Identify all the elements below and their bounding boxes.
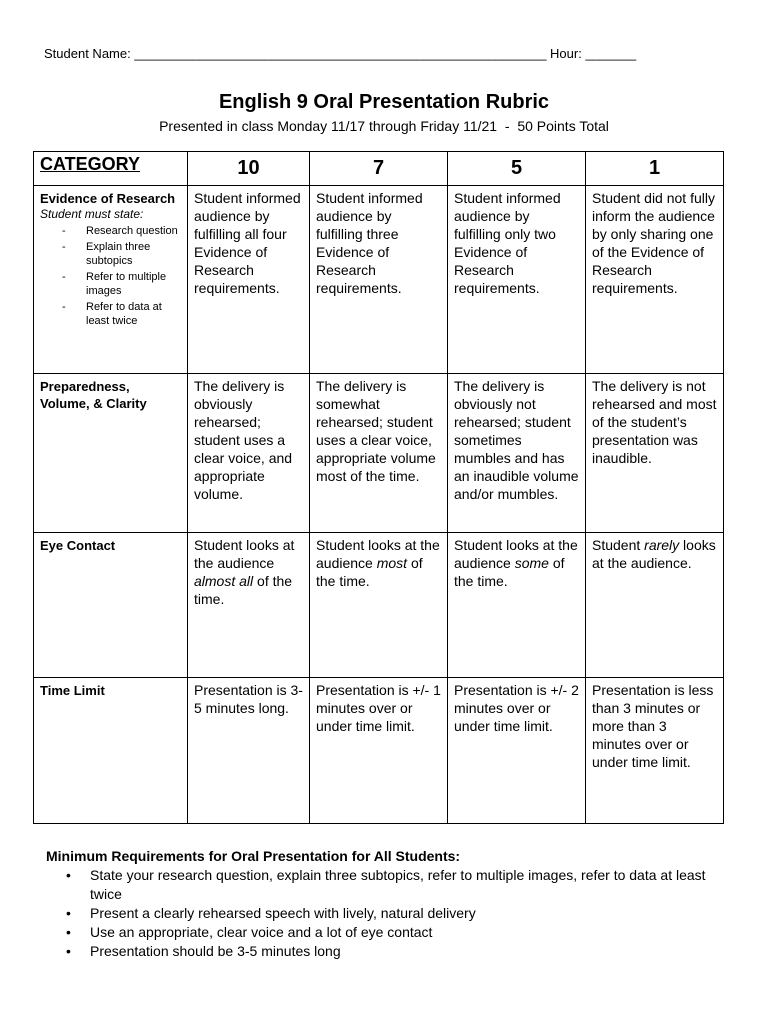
list-item: - Research question xyxy=(40,224,182,238)
category-evidence-of-research: Evidence of Research Student must state: - Research question - Explain three subtopics - Refer to multiple images - Refer to data at least twice xyxy=(34,186,188,374)
page-title: English 9 Oral Presentation Rubric xyxy=(218,91,550,113)
table-row xyxy=(34,533,724,678)
student-name-hour-line: Student Name: _________________________________________________________ Hour: _______ xyxy=(44,46,637,61)
header-score-10: 10 xyxy=(188,152,310,186)
list-item: - Refer to data at least twice xyxy=(40,300,182,328)
category-time-limit: Time Limit xyxy=(34,678,188,824)
table-row xyxy=(34,678,724,824)
list-item: - Explain three subtopics xyxy=(40,240,182,268)
rubric-cell: Student informed audience by fulfilling all four Evidence of Research requirements. xyxy=(188,186,310,374)
category-eye-contact: Eye Contact xyxy=(34,533,188,678)
rubric-cell: Student informed audience by fulfilling three Evidence of Research requirements. xyxy=(310,186,448,374)
list-item: • State your research question, explain three subtopics, refer to multiple images, refer to data at least twice xyxy=(46,866,736,904)
rubric-cell: The delivery is obviously not rehearsed; student sometimes mumbles and has an inaudible volume and/or mumbles. xyxy=(448,374,586,533)
rubric-table xyxy=(33,151,724,824)
rubric-cell: Presentation is +/- 1 minutes over or under time limit. xyxy=(310,678,448,824)
header-score-1: 1 xyxy=(586,152,724,186)
rubric-cell: Student rarely looks at the audience. xyxy=(586,533,724,678)
rubric-cell: Student looks at the audience most of the time. xyxy=(310,533,448,678)
header-score-5: 5 xyxy=(448,152,586,186)
page-subtitle: Presented in class Monday 11/17 through Friday 11/21 - 50 Points Total xyxy=(159,118,609,134)
minimum-requirements-list xyxy=(46,866,736,961)
rubric-cell: Presentation is less than 3 minutes or more than 3 minutes over or under time limit. xyxy=(586,678,724,824)
minimum-requirements xyxy=(46,848,736,961)
rubric-cell: Student informed audience by fulfilling only two Evidence of Research requirements. xyxy=(448,186,586,374)
rubric-cell: Student looks at the audience almost all of the time. xyxy=(188,533,310,678)
must-state-note: Student must state: xyxy=(40,207,144,221)
list-item: • Presentation should be 3-5 minutes long xyxy=(46,942,736,961)
table-row xyxy=(34,186,724,374)
evidence-requirements-list xyxy=(40,224,182,328)
category-preparedness: Preparedness, Volume, & Clarity xyxy=(34,374,188,533)
rubric-cell: Student did not fully inform the audience by only sharing one of the Evidence of Research requirements. xyxy=(586,186,724,374)
header-score-7: 7 xyxy=(310,152,448,186)
rubric-cell: The delivery is somewhat rehearsed; student uses a clear voice, appropriate volume most of the time. xyxy=(310,374,448,533)
rubric-cell: The delivery is obviously rehearsed; student uses a clear voice, and appropriate volume. xyxy=(188,374,310,533)
list-item: • Use an appropriate, clear voice and a lot of eye contact xyxy=(46,923,736,942)
rubric-cell: Presentation is +/- 2 minutes over or under time limit. xyxy=(448,678,586,824)
list-item: - Refer to multiple images xyxy=(40,270,182,298)
table-row xyxy=(34,374,724,533)
rubric-cell: The delivery is not rehearsed and most of the student’s presentation was inaudible. xyxy=(586,374,724,533)
rubric-cell: Presentation is 3-5 minutes long. xyxy=(188,678,310,824)
minimum-requirements-heading: Minimum Requirements for Oral Presentation for All Students: xyxy=(46,848,461,864)
rubric-cell: Student looks at the audience some of the time. xyxy=(448,533,586,678)
header-category: CATEGORY xyxy=(34,152,188,186)
rubric-header-row xyxy=(34,152,724,186)
list-item: • Present a clearly rehearsed speech with lively, natural delivery xyxy=(46,904,736,923)
